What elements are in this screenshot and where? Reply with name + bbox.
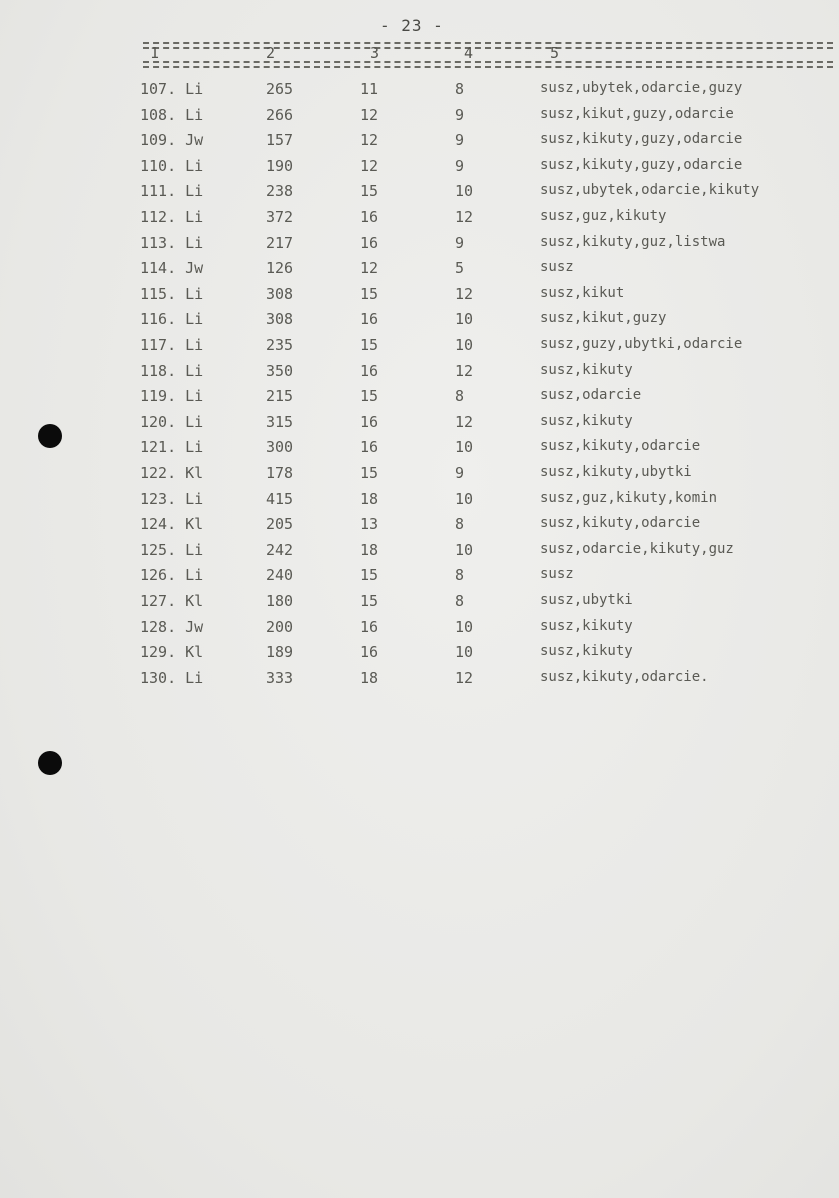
species-code: Li (185, 668, 204, 687)
column-3-value: 15 (360, 566, 379, 585)
punch-hole-upper (38, 424, 62, 448)
species-code: Kl (185, 643, 204, 662)
column-3-value: 11 (360, 80, 379, 98)
row-index: 117. (140, 336, 177, 354)
column-4-value: 10 (455, 540, 474, 559)
column-3-value: 16 (360, 643, 379, 662)
species-code: Li (185, 540, 204, 559)
column-4-value: 10 (455, 617, 474, 636)
species-code: Li (185, 182, 204, 201)
column-3-value: 16 (360, 361, 379, 380)
row-index: 111. (140, 182, 177, 201)
row-index: 109. (140, 131, 177, 150)
column-4-value: 12 (455, 284, 474, 303)
column-2-value: 235 (266, 336, 294, 354)
defects-description: susz,ubytek,odarcie,guzy (540, 80, 743, 96)
column-2-value: 300 (266, 438, 294, 457)
row-number (140, 618, 203, 636)
row-index: 113. (140, 233, 177, 252)
species-code: Li (185, 566, 204, 585)
column-4-value: 12 (455, 361, 474, 380)
column-4-value: 10 (455, 336, 474, 354)
row-number (140, 464, 203, 482)
row-number (140, 80, 203, 98)
defects-description: susz,ubytek,odarcie,kikuty (540, 182, 760, 199)
column-4-value: 8 (455, 515, 465, 534)
column-2-value: 372 (266, 208, 294, 226)
column-2-value: 215 (266, 387, 294, 406)
row-number (140, 310, 203, 328)
column-4-value: 9 (455, 233, 465, 252)
row-number (140, 438, 203, 456)
species-code: Li (185, 156, 204, 175)
column-4-value: 8 (455, 387, 465, 406)
defects-description: susz,odarcie (540, 387, 642, 404)
column-4-value: 8 (455, 80, 465, 98)
header-rule-bottom (143, 61, 833, 63)
defects-description: susz,guz,kikuty (540, 208, 667, 224)
row-number (140, 208, 203, 226)
column-4-value: 8 (455, 566, 465, 585)
row-index: 124. (140, 515, 177, 534)
defects-description: susz,kikuty,ubytki (540, 464, 692, 480)
defects-description: susz,kikut (540, 284, 625, 301)
column-header-4: 4 (464, 44, 474, 62)
defects-description: susz,ubytki (540, 592, 633, 608)
column-2-value: 217 (266, 233, 294, 252)
page-number: - 23 - (380, 16, 444, 35)
defects-description: susz,kikuty,odarcie. (540, 668, 709, 685)
column-2-value: 180 (266, 592, 294, 610)
column-3-value: 15 (360, 336, 379, 354)
row-index: 129. (140, 643, 177, 662)
punch-hole-lower (38, 751, 62, 775)
column-3-value: 18 (360, 668, 379, 687)
defects-description: susz,kikuty,guzy,odarcie (540, 131, 743, 148)
row-index: 125. (140, 540, 177, 559)
row-number (140, 541, 203, 559)
species-code: Li (185, 438, 204, 457)
row-number (140, 131, 203, 149)
column-2-value: 308 (266, 284, 294, 303)
defects-description: susz,kikuty (540, 643, 633, 660)
table-row (0, 387, 839, 407)
species-code: Li (185, 208, 204, 226)
table-row (0, 106, 839, 126)
table-row (0, 310, 839, 330)
column-3-value: 12 (360, 259, 379, 278)
row-number (140, 285, 203, 303)
column-3-value: 12 (360, 131, 379, 150)
species-code: Jw (185, 131, 204, 150)
column-4-value: 12 (455, 208, 474, 226)
table-row (0, 234, 839, 254)
row-number (140, 643, 203, 661)
column-2-value: 126 (266, 259, 294, 278)
species-code: Li (185, 310, 204, 329)
row-number (140, 515, 203, 533)
table-row (0, 566, 839, 586)
row-index: 107. (140, 80, 177, 98)
column-3-value: 18 (360, 540, 379, 559)
row-number (140, 566, 203, 584)
column-4-value: 12 (455, 668, 474, 687)
defects-description: susz,kikuty,guz,listwa (540, 233, 726, 250)
column-4-value: 10 (455, 438, 474, 457)
header-rule-top (143, 42, 833, 44)
row-index: 121. (140, 438, 177, 457)
row-number (140, 157, 203, 175)
table-row (0, 157, 839, 177)
defects-description: susz,kikuty,guzy,odarcie (540, 156, 743, 173)
column-header-1: 1 (150, 44, 160, 62)
column-2-value: 178 (266, 464, 294, 482)
row-index: 127. (140, 592, 177, 610)
row-number (140, 259, 203, 277)
defects-description: susz,kikut,guzy (540, 310, 667, 327)
column-4-value: 9 (455, 464, 465, 482)
column-2-value: 265 (266, 80, 294, 98)
species-code: Li (185, 105, 204, 124)
table-row (0, 438, 839, 458)
table-row (0, 464, 839, 484)
row-index: 123. (140, 489, 177, 508)
column-2-value: 333 (266, 668, 294, 687)
column-3-value: 16 (360, 208, 379, 226)
column-4-value: 8 (455, 592, 465, 610)
row-number (140, 592, 203, 610)
column-4-value: 9 (455, 105, 465, 124)
row-index: 110. (140, 156, 177, 175)
column-2-value: 238 (266, 182, 294, 201)
row-number (140, 336, 203, 354)
column-header-3: 3 (370, 44, 380, 62)
column-3-value: 15 (360, 182, 379, 201)
species-code: Li (185, 361, 204, 380)
defects-description: susz (540, 259, 574, 276)
table-row (0, 413, 839, 433)
species-code: Li (185, 412, 204, 431)
row-index: 118. (140, 361, 177, 380)
table-row (0, 515, 839, 535)
table-row (0, 259, 839, 279)
row-index: 115. (140, 284, 177, 303)
defects-description: susz,kikuty (540, 412, 633, 429)
species-code: Kl (185, 464, 204, 482)
row-index: 112. (140, 208, 177, 226)
table-row (0, 669, 839, 689)
row-number (140, 387, 203, 405)
defects-description: susz,guz,kikuty,komin (540, 489, 718, 506)
column-2-value: 308 (266, 310, 294, 329)
column-2-value: 205 (266, 515, 294, 534)
column-2-value: 266 (266, 105, 294, 124)
species-code: Li (185, 233, 204, 252)
column-4-value: 5 (455, 259, 465, 278)
column-header-5: 5 (550, 44, 560, 62)
defects-description: susz,kikuty,odarcie (540, 515, 701, 532)
column-3-value: 15 (360, 464, 379, 482)
column-3-value: 18 (360, 489, 379, 508)
column-3-value: 16 (360, 617, 379, 636)
species-code: Jw (185, 259, 204, 278)
column-header-2: 2 (266, 44, 276, 62)
species-code: Li (185, 336, 204, 354)
row-index: 126. (140, 566, 177, 585)
species-code: Jw (185, 617, 204, 636)
column-4-value: 12 (455, 412, 474, 431)
column-2-value: 415 (266, 489, 294, 508)
defects-description: susz,odarcie,kikuty,guz (540, 540, 734, 557)
header-rule-bottom-double (143, 66, 833, 68)
table-row (0, 362, 839, 382)
row-number (140, 490, 203, 508)
table-row (0, 618, 839, 638)
column-4-value: 10 (455, 643, 474, 662)
species-code: Li (185, 80, 204, 98)
table-row (0, 285, 839, 305)
column-2-value: 189 (266, 643, 294, 662)
species-code: Li (185, 284, 204, 303)
column-2-value: 242 (266, 540, 294, 559)
species-code: Kl (185, 592, 204, 610)
column-3-value: 16 (360, 310, 379, 329)
defects-description: susz (540, 566, 574, 583)
column-4-value: 10 (455, 182, 474, 201)
table-row (0, 490, 839, 510)
table-row (0, 643, 839, 663)
row-index: 120. (140, 412, 177, 431)
header-rule-top-double (143, 47, 833, 49)
row-number (140, 362, 203, 380)
species-code: Li (185, 489, 204, 508)
row-index: 128. (140, 617, 177, 636)
column-2-value: 200 (266, 617, 294, 636)
column-2-value: 315 (266, 412, 294, 431)
column-3-value: 15 (360, 592, 379, 610)
column-3-value: 15 (360, 387, 379, 406)
table-row (0, 592, 839, 612)
table-row (0, 80, 839, 100)
row-index: 130. (140, 668, 177, 687)
defects-description: susz,guzy,ubytki,odarcie (540, 336, 743, 352)
table-row (0, 541, 839, 561)
defects-description: susz,kikuty (540, 617, 633, 634)
row-index: 119. (140, 387, 177, 406)
column-4-value: 9 (455, 131, 465, 150)
row-number (140, 234, 203, 252)
column-3-value: 12 (360, 105, 379, 124)
table-row (0, 182, 839, 202)
column-3-value: 16 (360, 233, 379, 252)
row-index: 116. (140, 310, 177, 329)
row-index: 108. (140, 105, 177, 124)
column-4-value: 9 (455, 156, 465, 175)
column-3-value: 16 (360, 412, 379, 431)
column-4-value: 10 (455, 310, 474, 329)
row-number (140, 669, 203, 687)
column-3-value: 16 (360, 438, 379, 457)
column-3-value: 15 (360, 284, 379, 303)
column-2-value: 350 (266, 361, 294, 380)
row-index: 122. (140, 464, 177, 482)
species-code: Li (185, 387, 204, 406)
defects-description: susz,kikut,guzy,odarcie (540, 105, 734, 122)
table-row (0, 336, 839, 356)
row-number (140, 413, 203, 431)
table-row (0, 131, 839, 151)
column-2-value: 240 (266, 566, 294, 585)
defects-description: susz,kikuty (540, 361, 633, 378)
column-2-value: 190 (266, 156, 294, 175)
defects-description: susz,kikuty,odarcie (540, 438, 701, 455)
species-code: Kl (185, 515, 204, 534)
table-row (0, 208, 839, 228)
row-number (140, 182, 203, 200)
column-4-value: 10 (455, 489, 474, 508)
column-3-value: 13 (360, 515, 379, 534)
column-3-value: 12 (360, 156, 379, 175)
row-number (140, 106, 203, 124)
row-index: 114. (140, 259, 177, 278)
column-2-value: 157 (266, 131, 294, 150)
